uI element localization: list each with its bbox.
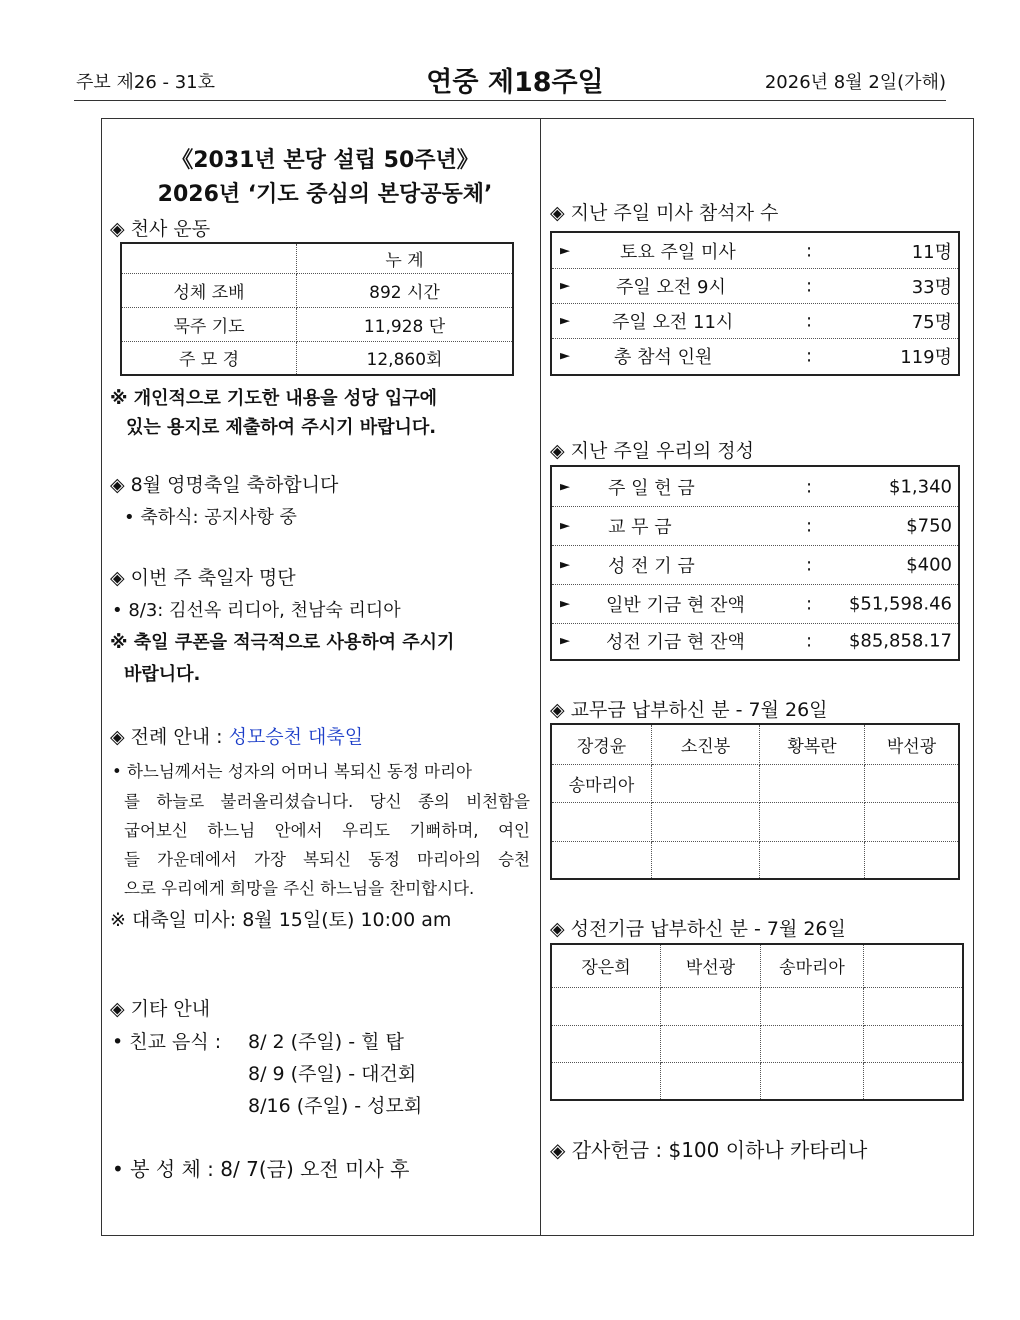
separator-colon: : [806, 275, 813, 296]
angel-row-label: 주 모 경 [121, 341, 297, 375]
offering-label: 교 무 금 [608, 516, 672, 538]
table-cell: 송마리아 [761, 944, 864, 987]
table-row [121, 273, 513, 307]
table-cell [551, 987, 661, 1025]
attendance-label: 주일 오전 11시 [612, 311, 734, 333]
celebrants-line: • 8/3: 김선옥 리디아, 천남숙 리디아 [112, 600, 401, 621]
celebrants-note-line-1: ※ 축일 쿠폰을 적극적으로 사용하여 주시기 [110, 632, 455, 653]
table-cell [661, 1025, 761, 1062]
table-cell [865, 802, 960, 841]
table-cell [865, 841, 960, 879]
separator-colon: : [806, 554, 813, 575]
list-item [552, 303, 958, 339]
attendance-value: 75명 [911, 311, 952, 333]
cumulative-header: 누 계 [297, 243, 514, 273]
table-cell [760, 802, 865, 841]
solemnity-mass-time: ※ 대축일 미사: 8월 15일(토) 10:00 am [110, 909, 452, 931]
separator-colon: : [806, 630, 813, 652]
attendance-list [550, 231, 960, 376]
arrow-bullet-icon: ► [560, 348, 570, 364]
table-cell: 송마리아 [551, 764, 652, 802]
table-cell [761, 1062, 864, 1100]
angel-row-label: 성체 조배 [121, 273, 297, 307]
bulletin-date: 2026년 8월 2일(가해) [764, 72, 946, 93]
arrow-bullet-icon: ► [560, 518, 570, 533]
table-cell [652, 802, 760, 841]
table-cell [652, 764, 760, 802]
table-cell [864, 987, 964, 1025]
angel-movement-table [120, 242, 514, 376]
attendance-heading: ◈ 지난 주일 미사 참석자 수 [550, 202, 779, 224]
list-item [552, 584, 958, 624]
offering-label: 성전 기금 현 잔액 [606, 632, 745, 653]
table-cell [661, 1062, 761, 1100]
table-row [551, 987, 963, 1025]
liturgy-heading-label: ◈ 전례 안내 : [110, 726, 229, 748]
separator-colon: : [806, 476, 813, 497]
table-cell [551, 1025, 661, 1062]
table-cell [864, 1025, 964, 1062]
angel-row-value: 892 시간 [297, 273, 514, 307]
table-cell [865, 764, 960, 802]
offering-value: $1,340 [889, 476, 952, 497]
list-item [552, 233, 958, 269]
table-cell [551, 841, 652, 879]
attendance-label: 토요 주일 미사 [620, 241, 736, 263]
table-corner-cell [121, 243, 297, 273]
arrow-bullet-icon: ► [560, 596, 570, 611]
offering-heading: ◈ 지난 주일 우리의 정성 [550, 440, 754, 462]
offering-list [550, 465, 960, 661]
year-theme-title: 2026년 ‘기도 중심의 본당공동체’ [157, 182, 493, 207]
liturgy-body-line: 으로 우리에게 희망을 주신 하느님을 찬미합시다. [124, 879, 475, 898]
feast-day-heading: ◈ 8월 영명축일 축하합니다 [110, 474, 339, 496]
table-row [551, 802, 959, 841]
table-row [121, 307, 513, 341]
home-communion-notice: • 봉 성 체 : 8/ 7(금) 오전 미사 후 [112, 1157, 410, 1181]
social-food-item: 8/ 2 (주일) - 힐 탑 [248, 1031, 404, 1053]
table-cell [661, 987, 761, 1025]
table-cell: 소진봉 [652, 724, 760, 764]
table-cell [551, 802, 652, 841]
separator-colon: : [806, 345, 813, 367]
building-fund-heading: ◈ 성전기금 납부하신 분 - 7월 26일 [550, 918, 846, 940]
table-cell [761, 987, 864, 1025]
table-cell [864, 1062, 964, 1100]
separator-colon: : [806, 593, 813, 614]
angel-row-label: 묵주 기도 [121, 307, 297, 341]
liturgy-body-line: 를 하늘로 불러올리셨습니다. 당신 종의 비천함을 [124, 792, 530, 811]
social-food-label: • 친교 음식 : [112, 1031, 222, 1053]
attendance-value: 11명 [911, 241, 952, 263]
liturgy-body-line: • 하느님께서는 성자의 어머니 복되신 동정 마리아 [112, 762, 472, 781]
offering-label: 성 전 기 금 [608, 555, 695, 577]
celebrants-note-line-2: 바랍니다. [124, 664, 201, 685]
separator-colon: : [806, 310, 813, 331]
table-cell [760, 841, 865, 879]
list-item [552, 506, 958, 546]
bulletin-number: 주보 제26 - 31호 [76, 72, 216, 93]
celebrants-heading: ◈ 이번 주 축일자 명단 [110, 567, 296, 589]
angel-row-value: 12,860회 [297, 341, 514, 375]
list-item [552, 268, 958, 304]
header-rule [74, 100, 946, 101]
separator-colon: : [806, 240, 813, 261]
table-row [551, 764, 959, 802]
page-title: 연중 제18주일 [426, 67, 604, 98]
table-cell: 박선광 [865, 724, 960, 764]
table-cell: 황복란 [760, 724, 865, 764]
table-cell [652, 841, 760, 879]
arrow-bullet-icon: ► [560, 557, 570, 572]
arrow-bullet-icon: ► [560, 313, 570, 328]
table-cell [864, 944, 964, 987]
table-cell [761, 1025, 864, 1062]
liturgy-heading [110, 722, 363, 749]
column-divider [540, 118, 541, 1236]
table-cell [760, 764, 865, 802]
list-item [552, 545, 958, 585]
table-cell: 박선광 [661, 944, 761, 987]
table-cell [551, 1062, 661, 1100]
attendance-value: 33명 [911, 276, 952, 298]
offering-value: $400 [906, 554, 952, 575]
attendance-label: 주일 오전 9시 [616, 276, 726, 298]
angel-note-line-1: ※ 개인적으로 기도한 내용을 성당 입구에 [110, 388, 438, 409]
angel-note-line-2: 있는 용지로 제출하여 주시기 바랍니다. [126, 417, 437, 438]
liturgy-body-line: 들 가운데에서 가장 복되신 동정 마리아의 승천 [124, 850, 530, 869]
attendance-value: 119명 [900, 347, 952, 368]
table-cell: 장경윤 [551, 724, 652, 764]
table-cell: 장은희 [551, 944, 661, 987]
offering-value: $51,598.46 [848, 593, 952, 614]
table-row [121, 341, 513, 375]
thanksgiving-offering: ◈ 감사헌금 : $100 이하나 카타리나 [550, 1138, 868, 1162]
liturgy-body-line: 굽어보신 하느님 안에서 우리도 기뻐하며, 여인 [124, 821, 530, 840]
social-food-item: 8/ 9 (주일) - 대건회 [248, 1063, 417, 1085]
angel-movement-heading: ◈ 천사 운동 [110, 218, 211, 240]
parish-dues-table [550, 723, 960, 880]
liturgy-feast-name: 성모승천 대축일 [228, 726, 364, 748]
table-row [551, 944, 963, 987]
attendance-label: 총 참석 인원 [614, 347, 713, 368]
angel-row-value: 11,928 단 [297, 307, 514, 341]
offering-label: 일반 기금 현 잔액 [606, 594, 745, 616]
building-fund-table [550, 943, 964, 1101]
offering-value: $750 [906, 515, 952, 536]
feast-day-line: • 축하식: 공지사항 중 [124, 507, 297, 528]
list-item [552, 467, 958, 507]
list-item [552, 623, 958, 659]
arrow-bullet-icon: ► [560, 278, 570, 293]
table-row [551, 841, 959, 879]
list-item [552, 338, 958, 374]
separator-colon: : [806, 515, 813, 536]
arrow-bullet-icon: ► [560, 243, 570, 258]
other-notices-heading: ◈ 기타 안내 [110, 998, 211, 1020]
social-food-item: 8/16 (주일) - 성모회 [248, 1095, 423, 1117]
table-row [551, 1025, 963, 1062]
offering-label: 주 일 헌 금 [608, 477, 695, 499]
arrow-bullet-icon: ► [560, 479, 570, 494]
table-row [551, 724, 959, 764]
parish-dues-heading: ◈ 교무금 납부하신 분 - 7월 26일 [550, 699, 828, 721]
arrow-bullet-icon: ► [560, 633, 570, 649]
table-row [551, 1062, 963, 1100]
anniversary-title: 《2031년 본당 설립 50주년》 [171, 148, 479, 173]
offering-value: $85,858.17 [848, 630, 952, 652]
